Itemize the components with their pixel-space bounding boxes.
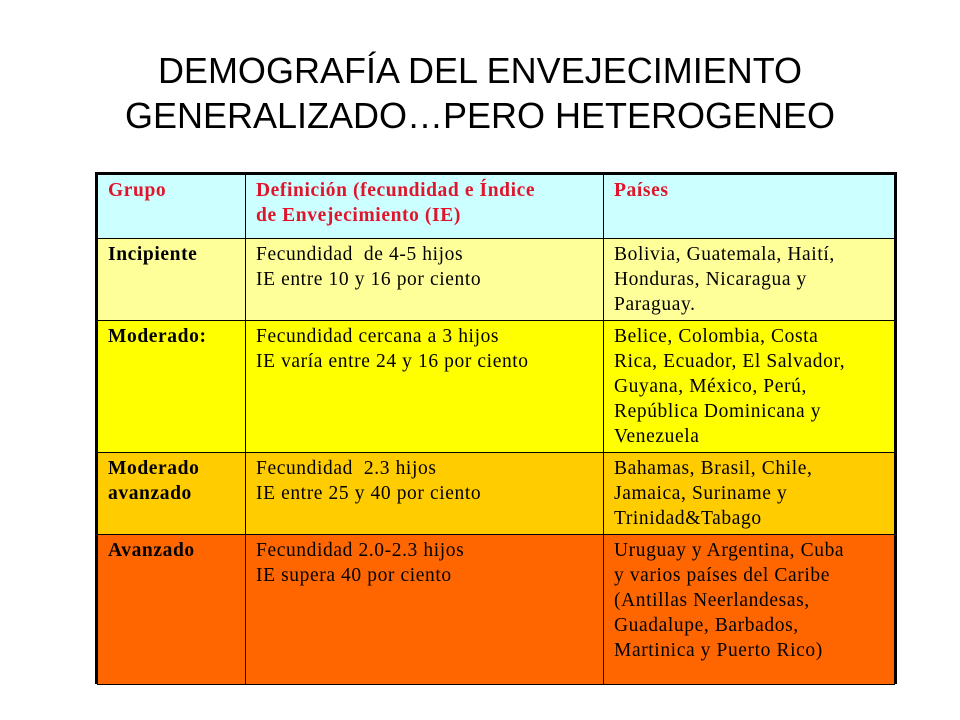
paises-line: (Antillas Neerlandesas, [614, 590, 810, 611]
definicion-line: IE entre 10 y 16 por ciento [256, 269, 482, 290]
definicion-line: Fecundidad 2.0-2.3 hijos [256, 540, 465, 561]
paises-line: y varios países del Caribe [614, 565, 830, 586]
paises-line: Bahamas, Brasil, Chile, [614, 458, 813, 479]
definicion-line: Fecundidad de 4-5 hijos [256, 244, 464, 265]
table-row [98, 321, 895, 453]
table-header-row [98, 175, 895, 239]
paises-line: Belice, Colombia, Costa [614, 326, 819, 347]
title-line-2: GENERALIZADO…PERO HETEROGENEO [124, 95, 836, 136]
header-paises-text: Países [614, 180, 669, 201]
definicion-line: IE varía entre 24 y 16 por ciento [256, 351, 529, 372]
cell-grupo [98, 535, 246, 685]
cell-paises [604, 453, 895, 535]
aging-groups-table [95, 172, 897, 684]
cell-definicion [246, 453, 604, 535]
header-definicion-line: Definición (fecundidad e Índice [256, 180, 536, 201]
grupo-text: Moderado [108, 458, 200, 479]
slide-title [0, 48, 960, 138]
paises-line: Venezuela [614, 426, 700, 447]
definicion-line: IE supera 40 por ciento [256, 565, 452, 586]
cell-grupo [98, 239, 246, 321]
paises-line: Jamaica, Suriname y [614, 483, 788, 504]
paises-line: Uruguay y Argentina, Cuba [614, 540, 845, 561]
header-cell-grupo [98, 175, 246, 239]
cell-paises [604, 239, 895, 321]
cell-definicion [246, 321, 604, 453]
grupo-text: Moderado: [108, 326, 207, 347]
definicion-line: Fecundidad cercana a 3 hijos [256, 326, 500, 347]
paises-line: Rica, Ecuador, El Salvador, [614, 351, 846, 372]
header-definicion-line: de Envejecimiento (IE) [256, 205, 461, 226]
paises-line: Guadalupe, Barbados, [614, 615, 799, 636]
table-row [98, 239, 895, 321]
paises-line: Guyana, México, Perú, [614, 376, 807, 397]
table-row [98, 535, 895, 685]
definicion-line: IE entre 25 y 40 por ciento [256, 483, 482, 504]
definicion-line: Fecundidad 2.3 hijos [256, 458, 437, 479]
paises-line: Honduras, Nicaragua y [614, 269, 807, 290]
cell-paises [604, 321, 895, 453]
paises-line: Bolivia, Guatemala, Haití, [614, 244, 835, 265]
paises-line: Martinica y Puerto Rico) [614, 640, 823, 661]
cell-definicion [246, 239, 604, 321]
header-cell-definicion [246, 175, 604, 239]
header-grupo-text: Grupo [108, 180, 167, 201]
paises-line: Paraguay. [614, 294, 696, 315]
cell-grupo [98, 321, 246, 453]
title-line-1: DEMOGRAFÍA DEL ENVEJECIMIENTO [157, 50, 803, 91]
header-cell-paises [604, 175, 895, 239]
paises-line: Trinidad&Tabago [614, 508, 762, 529]
grupo-text: Incipiente [108, 244, 198, 265]
cell-paises [604, 535, 895, 685]
cell-definicion [246, 535, 604, 685]
grupo-text: Avanzado [108, 540, 195, 561]
table-row [98, 453, 895, 535]
grupo-text: avanzado [108, 483, 192, 504]
paises-line: República Dominicana y [614, 401, 822, 422]
cell-grupo [98, 453, 246, 535]
